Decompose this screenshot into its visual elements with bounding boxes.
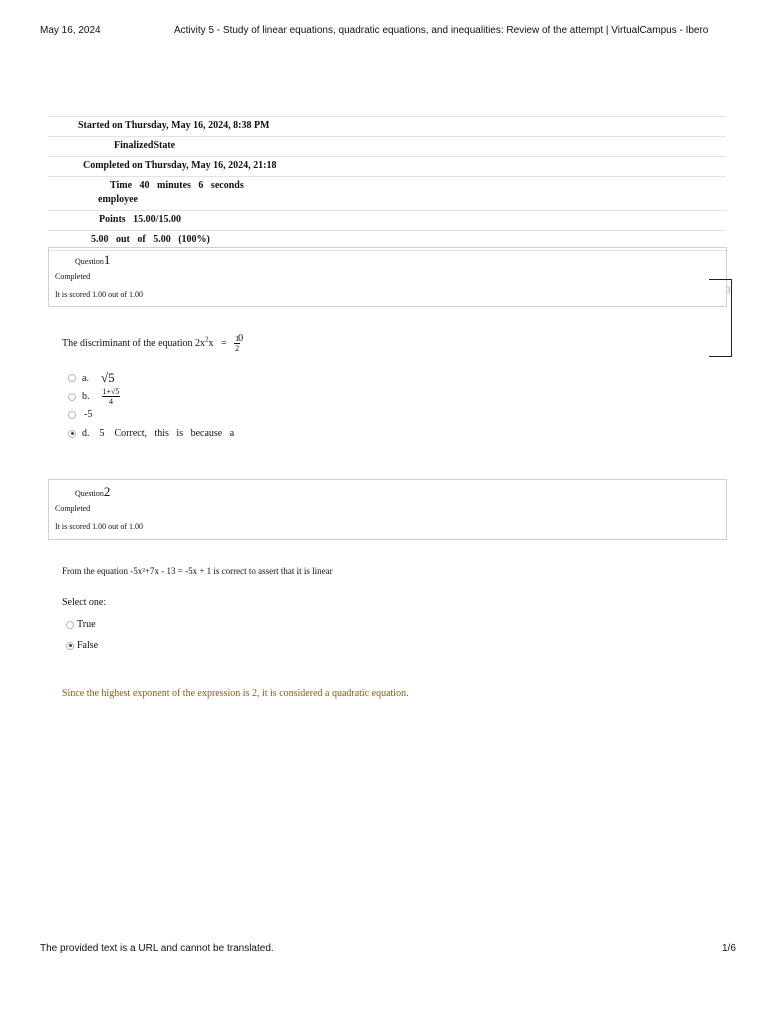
- q1-option-a[interactable]: a. √5: [68, 370, 115, 386]
- q2-radio-false[interactable]: [66, 642, 74, 650]
- question-2-state: Completed: [55, 504, 91, 513]
- q1-radio-c[interactable]: [68, 411, 76, 419]
- started-on: Started on Thursday, May 16, 2024, 8:38 PM: [78, 120, 270, 131]
- question-2-info: [48, 479, 727, 540]
- question-1-state: Completed: [55, 272, 91, 281]
- select-one-label: Select one:: [62, 597, 107, 608]
- q1-option-a-value: √5: [100, 370, 115, 385]
- q1-option-c[interactable]: [68, 409, 92, 420]
- summary-row-started: [48, 116, 726, 136]
- q2-option-false[interactable]: False: [66, 640, 98, 651]
- points: Points 15.00/15.00: [99, 214, 181, 225]
- summary-row-state: [48, 136, 726, 156]
- q1-option-d-feedback: Correct, this is because a: [114, 428, 235, 439]
- q1-radio-d[interactable]: [68, 430, 76, 438]
- q1-option-b-fraction: $\frac{1+√5}{4}$: [102, 387, 120, 406]
- question-1-text: The discriminant of the equation $2x^2x$ = 1 2 0: [62, 333, 244, 353]
- q1-option-d-value: 5: [99, 428, 105, 439]
- q1-option-c-value: -5: [84, 409, 93, 420]
- flag-mark: 3: [726, 285, 731, 295]
- summary-row-points: [48, 210, 726, 230]
- print-page-number: 1/6: [722, 943, 736, 954]
- question-2-title: Question2: [75, 484, 111, 499]
- summary-row-completed: [48, 156, 726, 176]
- q1-radio-b[interactable]: [68, 393, 76, 401]
- question-2-feedback: Since the highest exponent of the expression is 2, it is considered a quadratic equation.: [62, 688, 409, 699]
- q1-option-b[interactable]: b. $\frac{1+√5}{4}$: [68, 387, 120, 406]
- q1-option-d[interactable]: d. 5 Correct, this is because a: [68, 428, 234, 439]
- q1-radio-a[interactable]: [68, 374, 76, 382]
- q2-option-true[interactable]: True: [66, 619, 96, 630]
- q2-radio-true[interactable]: [66, 621, 74, 629]
- question-2-grade: It is scored 1.00 out of 1.00: [55, 522, 143, 531]
- grade: 5.00 out of 5.00 (100%): [91, 234, 210, 245]
- attempt-state: FinalizedState: [114, 140, 176, 151]
- print-date: May 16, 2024: [40, 25, 101, 36]
- question-1-info: [48, 247, 727, 307]
- question-1-grade: It is scored 1.00 out of 1.00: [55, 290, 143, 299]
- print-page-title: Activity 5 - Study of linear equations, quadratic equations, and inequalities: Review of the attempt | VirtualCampus - Ibero: [174, 25, 709, 36]
- print-footer-text: The provided text is a URL and cannot be translated.: [40, 943, 274, 954]
- completed-on: Completed on Thursday, May 16, 2024, 21:18: [83, 160, 277, 171]
- equation-fraction: 1 2 0: [235, 333, 244, 353]
- summary-row-time: [48, 176, 726, 210]
- time-taken: Time 40 minutes 6 seconds: [110, 180, 244, 191]
- attempt-summary-table: [48, 116, 726, 251]
- time-taken-cont: employee: [98, 194, 138, 205]
- question-1-title: Question1: [75, 252, 111, 267]
- question-2-text: From the equation -5x²+7x - 13 = -5x + 1 is correct to assert that it is linear: [62, 566, 333, 576]
